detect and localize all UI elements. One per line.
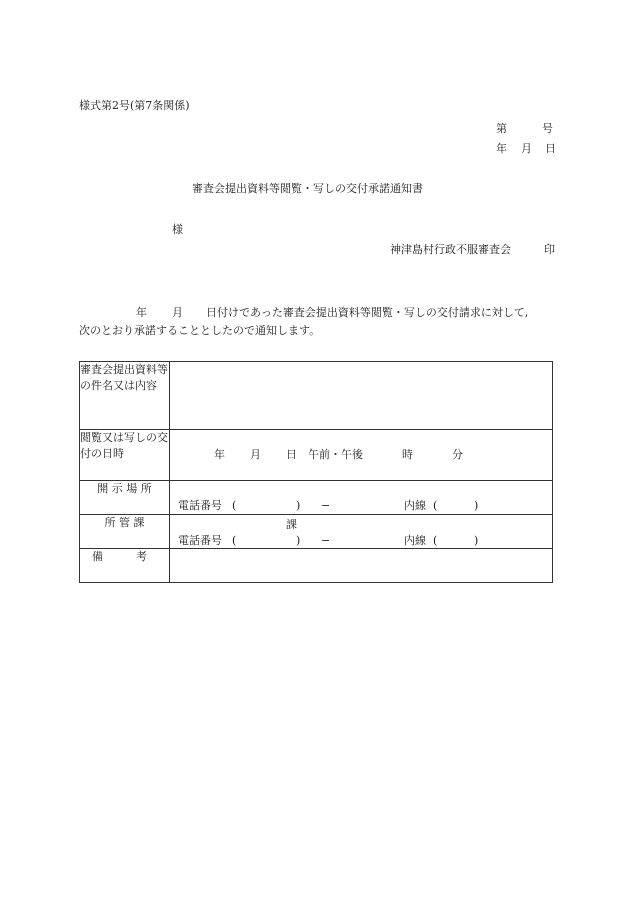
place-ext-label: 内線: [404, 499, 426, 512]
label-datetime: 閲覧又は写しの交付の日時: [80, 430, 170, 481]
sender-name: 神津島村行政不服審査会: [390, 243, 511, 256]
ref-number-dai: 第: [496, 122, 507, 135]
table-row-remarks: [80, 549, 553, 583]
date-day: 日: [545, 142, 556, 155]
body-month: 月: [172, 306, 183, 319]
value-place: [170, 481, 553, 515]
datetime-day: 日: [286, 448, 297, 461]
place-phone-open: (: [232, 499, 237, 512]
label-remarks: 備 考: [80, 549, 170, 583]
form-number: 様式第2号(第7条関係): [79, 99, 190, 112]
dept-phone-open: (: [232, 534, 237, 547]
datetime-minute: 分: [452, 448, 463, 461]
date-year: 年: [496, 142, 507, 155]
datetime-year: 年: [214, 448, 225, 461]
table-row-datetime: [80, 430, 553, 481]
label-subject: 審査会提出資料等の件名又は内容: [80, 362, 170, 430]
label-place: 開 示 場 所: [80, 481, 170, 515]
dept-phone-label: 電話番号: [178, 534, 222, 547]
seal-mark: 印: [544, 243, 555, 256]
addressee-suffix: 様: [172, 223, 183, 236]
datetime-month: 月: [250, 448, 261, 461]
date-month: 月: [521, 142, 532, 155]
value-datetime: [170, 430, 553, 481]
table-row-department: [80, 515, 553, 549]
table-row-place: [80, 481, 553, 515]
value-department: [170, 515, 553, 549]
label-department: 所 管 課: [80, 515, 170, 549]
datetime-ampm: 午前・午後: [308, 448, 363, 461]
place-ext-open: (: [433, 499, 438, 512]
value-subject: [170, 362, 553, 430]
value-remarks: [170, 549, 553, 583]
details-table: [79, 361, 553, 583]
table-row-subject: [80, 362, 553, 430]
document-title: 審査会提出資料等閲覧・写しの交付承諾通知書: [192, 182, 423, 195]
dept-phone-dash: −: [321, 534, 331, 547]
datetime-hour: 時: [402, 448, 413, 461]
body-line1: 日付けであった審査会提出資料等閲覧・写しの交付請求に対して,: [206, 306, 529, 319]
department-ka: 課: [286, 518, 297, 531]
place-ext-close: ): [474, 499, 479, 512]
dept-ext-label: 内線: [404, 534, 426, 547]
dept-phone-close: ): [296, 534, 301, 547]
place-phone-close: ): [296, 499, 301, 512]
dept-ext-close: ): [474, 534, 479, 547]
ref-number-go: 号: [542, 122, 553, 135]
dept-ext-open: (: [433, 534, 438, 547]
body-year: 年: [136, 306, 147, 319]
place-phone-label: 電話番号: [178, 499, 222, 512]
place-phone-dash: −: [321, 499, 331, 512]
body-line2: 次のとおり承諾することとしたので通知します。: [79, 324, 321, 337]
